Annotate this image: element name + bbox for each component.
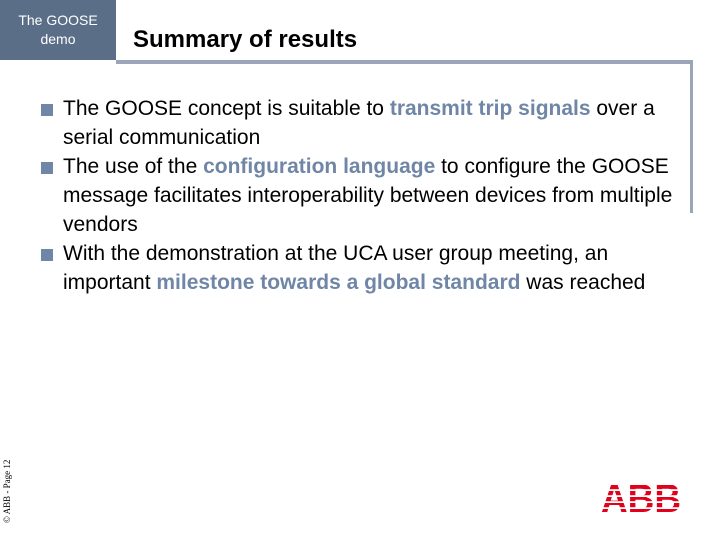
logo-text: ABB <box>601 479 681 515</box>
slide-title: Summary of results <box>133 26 358 53</box>
bullet-highlight-text: milestone towards a global standard <box>156 271 521 294</box>
bullet-square-icon <box>41 162 53 174</box>
bullet-highlight-text: transmit trip signals <box>389 97 591 120</box>
bullet-item <box>40 94 680 152</box>
bullet-text: over a serial communication <box>63 97 655 149</box>
page-note: © ABB - Page 12 <box>2 459 12 523</box>
bullet-text: With the demonstration at the UCA user group meeting, an important <box>63 242 609 294</box>
bullet-text: The use of the <box>63 155 204 178</box>
abb-logo <box>600 479 682 515</box>
right-divider <box>690 60 693 213</box>
bullet-text: was reached <box>520 271 646 294</box>
section-label-box <box>0 0 116 60</box>
bullet-highlight-text: configuration language <box>203 155 436 178</box>
bullet-item <box>40 152 680 239</box>
bullet-list <box>40 94 680 297</box>
section-label-line1: The GOOSE <box>18 12 98 28</box>
bullet-item <box>40 239 680 297</box>
bullet-text: The GOOSE concept is suitable to <box>63 97 390 120</box>
bullet-square-icon <box>41 249 53 261</box>
header-divider <box>116 60 693 64</box>
section-label-line2: demo <box>40 31 76 47</box>
bullet-text: to configure the GOOSE message facilitates interoperability between devices from multiple vendors <box>63 155 673 236</box>
bullet-square-icon <box>41 104 53 116</box>
